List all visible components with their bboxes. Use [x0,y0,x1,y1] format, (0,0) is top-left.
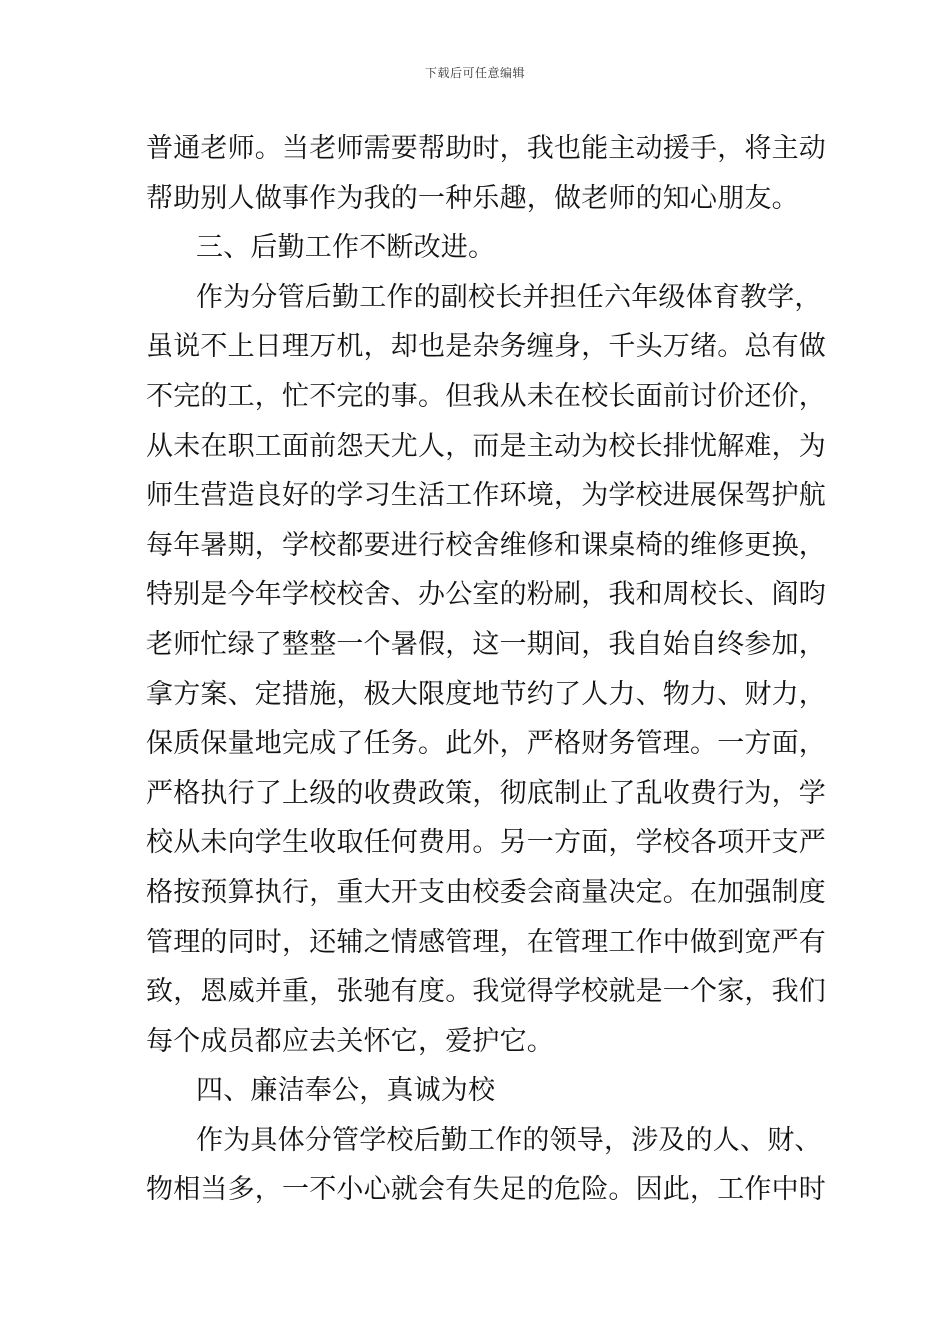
text-line: 师生营造良好的学习生活工作环境，为学校进展保驾护航 [146,480,826,512]
text-line: 作为具体分管学校后勤工作的领导，涉及的人、财、 [196,1124,822,1156]
text-line: 物相当多，一不小心就会有失足的危险。因此，工作中时 [146,1174,826,1206]
text-line: 特别是今年学校校舍、办公室的粉刷，我和周校长、阎昀 [146,579,826,611]
document-body [146,124,826,1215]
text-line: 致，恩威并重，张驰有度。我觉得学校就是一个家，我们 [146,976,826,1008]
text-line: 作为分管后勤工作的副校长并担任六年级体育教学， [196,281,822,313]
text-line: 从未在职工面前怨天尤人，而是主动为校长排忧解难，为 [146,430,826,462]
text-line: 拿方案、定措施，极大限度地节约了人力、物力、财力， [146,678,826,710]
text-line: 老师忙绿了整整一个暑假，这一期间，我自始自终参加， [146,628,826,660]
text-line: 普通老师。当老师需要帮助时，我也能主动援手，将主动 [146,133,826,164]
text-line: 格按预算执行，重大开支由校委会商量决定。在加强制度 [146,876,826,908]
text-line: 虽说不上日理万机，却也是杂务缠身，千头万绪。总有做 [146,331,826,363]
page-header-note: 下载后可任意编辑 [424,66,525,80]
section-heading: 四、廉洁奉公，真诚为校 [196,1075,496,1107]
text-line: 保质保量地完成了任务。此外，严格财务管理。一方面， [146,728,826,760]
text-line: 每个成员都应去关怀它，爱护它。 [146,1025,554,1057]
text-line: 不完的工，忙不完的事。但我从未在校长面前讨价还价， [146,380,826,412]
text-line: 严格执行了上级的收费政策，彻底制止了乱收费行为，学 [146,777,826,809]
text-line: 帮助别人做事作为我的一种乐趣，做老师的知心朋友。 [146,182,799,214]
text-line: 校从未向学生收取任何费用。另一方面，学校各项开支严 [146,827,826,859]
text-line: 管理的同时，还辅之情感管理，在管理工作中做到宽严有 [146,926,826,958]
text-line: 每年暑期，学校都要进行校舍维修和课桌椅的维修更换， [146,529,826,561]
section-heading: 三、后勤工作不断改进。 [196,232,496,264]
